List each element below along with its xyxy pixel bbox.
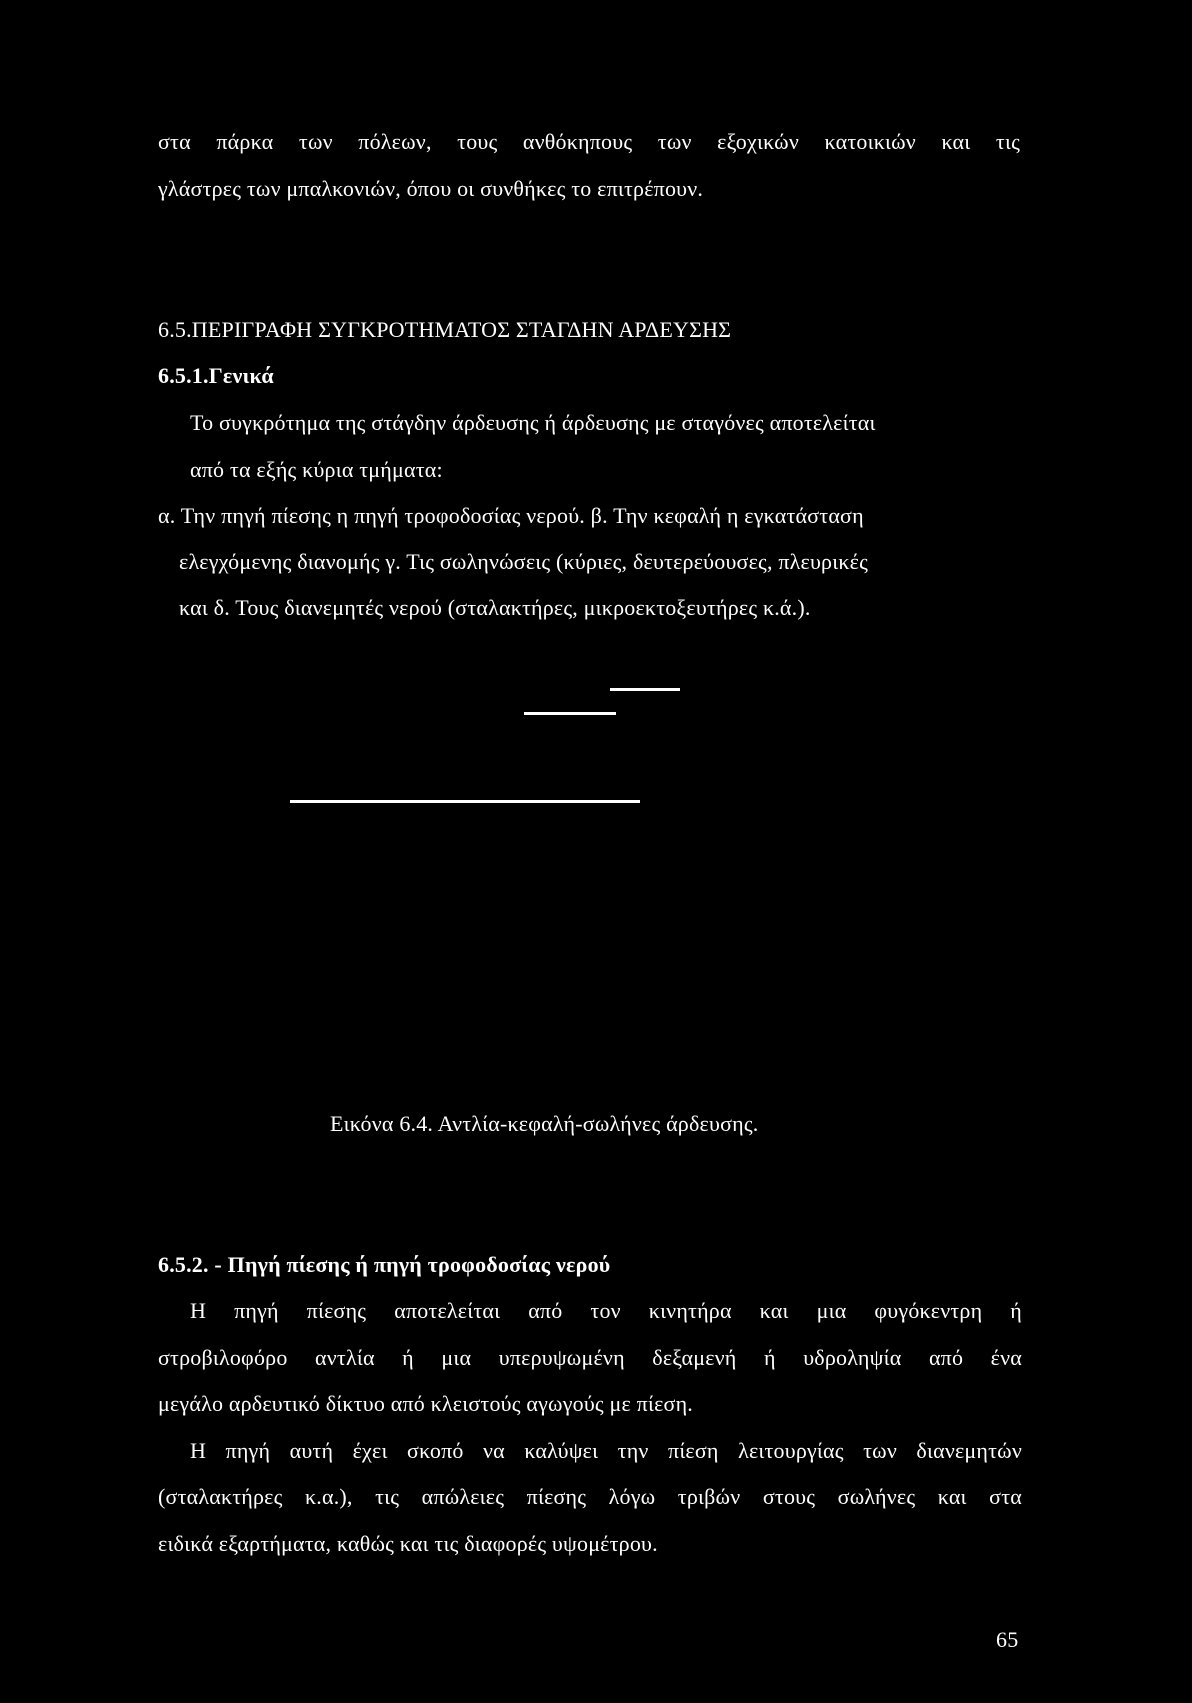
subsection-heading: 6.5.1.Γενικά (158, 363, 274, 388)
paragraph-line: στα πάρκα των πόλεων, τους ανθόκηπους των εξοχικών κατοικιών και τις (158, 129, 1020, 154)
figure-caption: Εικόνα 6.4. Αντλία-κεφαλή-σωλήνες άρδευσης. (330, 1111, 759, 1136)
paragraph-line: στροβιλοφόρο αντλία ή μια υπερυψωμένη δεξαμενή ή υδροληψία από ένα (158, 1345, 1022, 1370)
subsection-heading: 6.5.2. - Πηγή πίεσης ή πηγή τροφοδοσίας νερού (158, 1252, 611, 1277)
figure-stroke (290, 800, 640, 803)
paragraph-line: ειδικά εξαρτήματα, καθώς και τις διαφορές υψομέτρου. (158, 1531, 658, 1556)
list-line: α. Την πηγή πίεσης η πηγή τροφοδοσίας νερού. β. Την κεφαλή η εγκατάσταση (158, 503, 864, 528)
paragraph-line: από τα εξής κύρια τμήματα: (190, 457, 443, 482)
paragraph-line: Το συγκρότημα της στάγδην άρδευσης ή άρδευσης με σταγόνες αποτελείται (190, 410, 876, 435)
list-line: ελεγχόμενης διανομής γ. Τις σωληνώσεις (κύριες, δευτερεύουσες, πλευρικές (179, 549, 868, 574)
figure-stroke (524, 712, 616, 715)
paragraph-line: Η πηγή αυτή έχει σκοπό να καλύψει την πίεση λειτουργίας των διανεμητών (190, 1438, 1022, 1463)
list-line: και δ. Τους διανεμητές νερού (σταλακτήρες, μικροεκτοξευτήρες κ.ά.). (179, 595, 811, 620)
paragraph-line: γλάστρες των μπαλκονιών, όπου οι συνθήκες το επιτρέπουν. (158, 176, 704, 201)
section-heading: 6.5.ΠΕΡΙΓΡΑΦΗ ΣΥΓΚΡΟΤΗΜΑΤΟΣ ΣΤΑΓΔΗΝ ΑΡΔΕΥΣΗΣ (158, 317, 732, 342)
paragraph-line: (σταλακτήρες κ.α.), τις απώλειες πίεσης λόγω τριβών στους σωλήνες και στα (158, 1484, 1022, 1509)
figure-stroke (610, 688, 680, 691)
figure-image (0, 660, 1192, 1080)
paragraph-line: μεγάλο αρδευτικό δίκτυο από κλειστούς αγωγούς με πίεση. (158, 1391, 693, 1416)
paragraph-line: Η πηγή πίεσης αποτελείται από τον κινητήρα και μια φυγόκεντρη ή (190, 1298, 1022, 1323)
page-number: 65 (996, 1627, 1019, 1652)
